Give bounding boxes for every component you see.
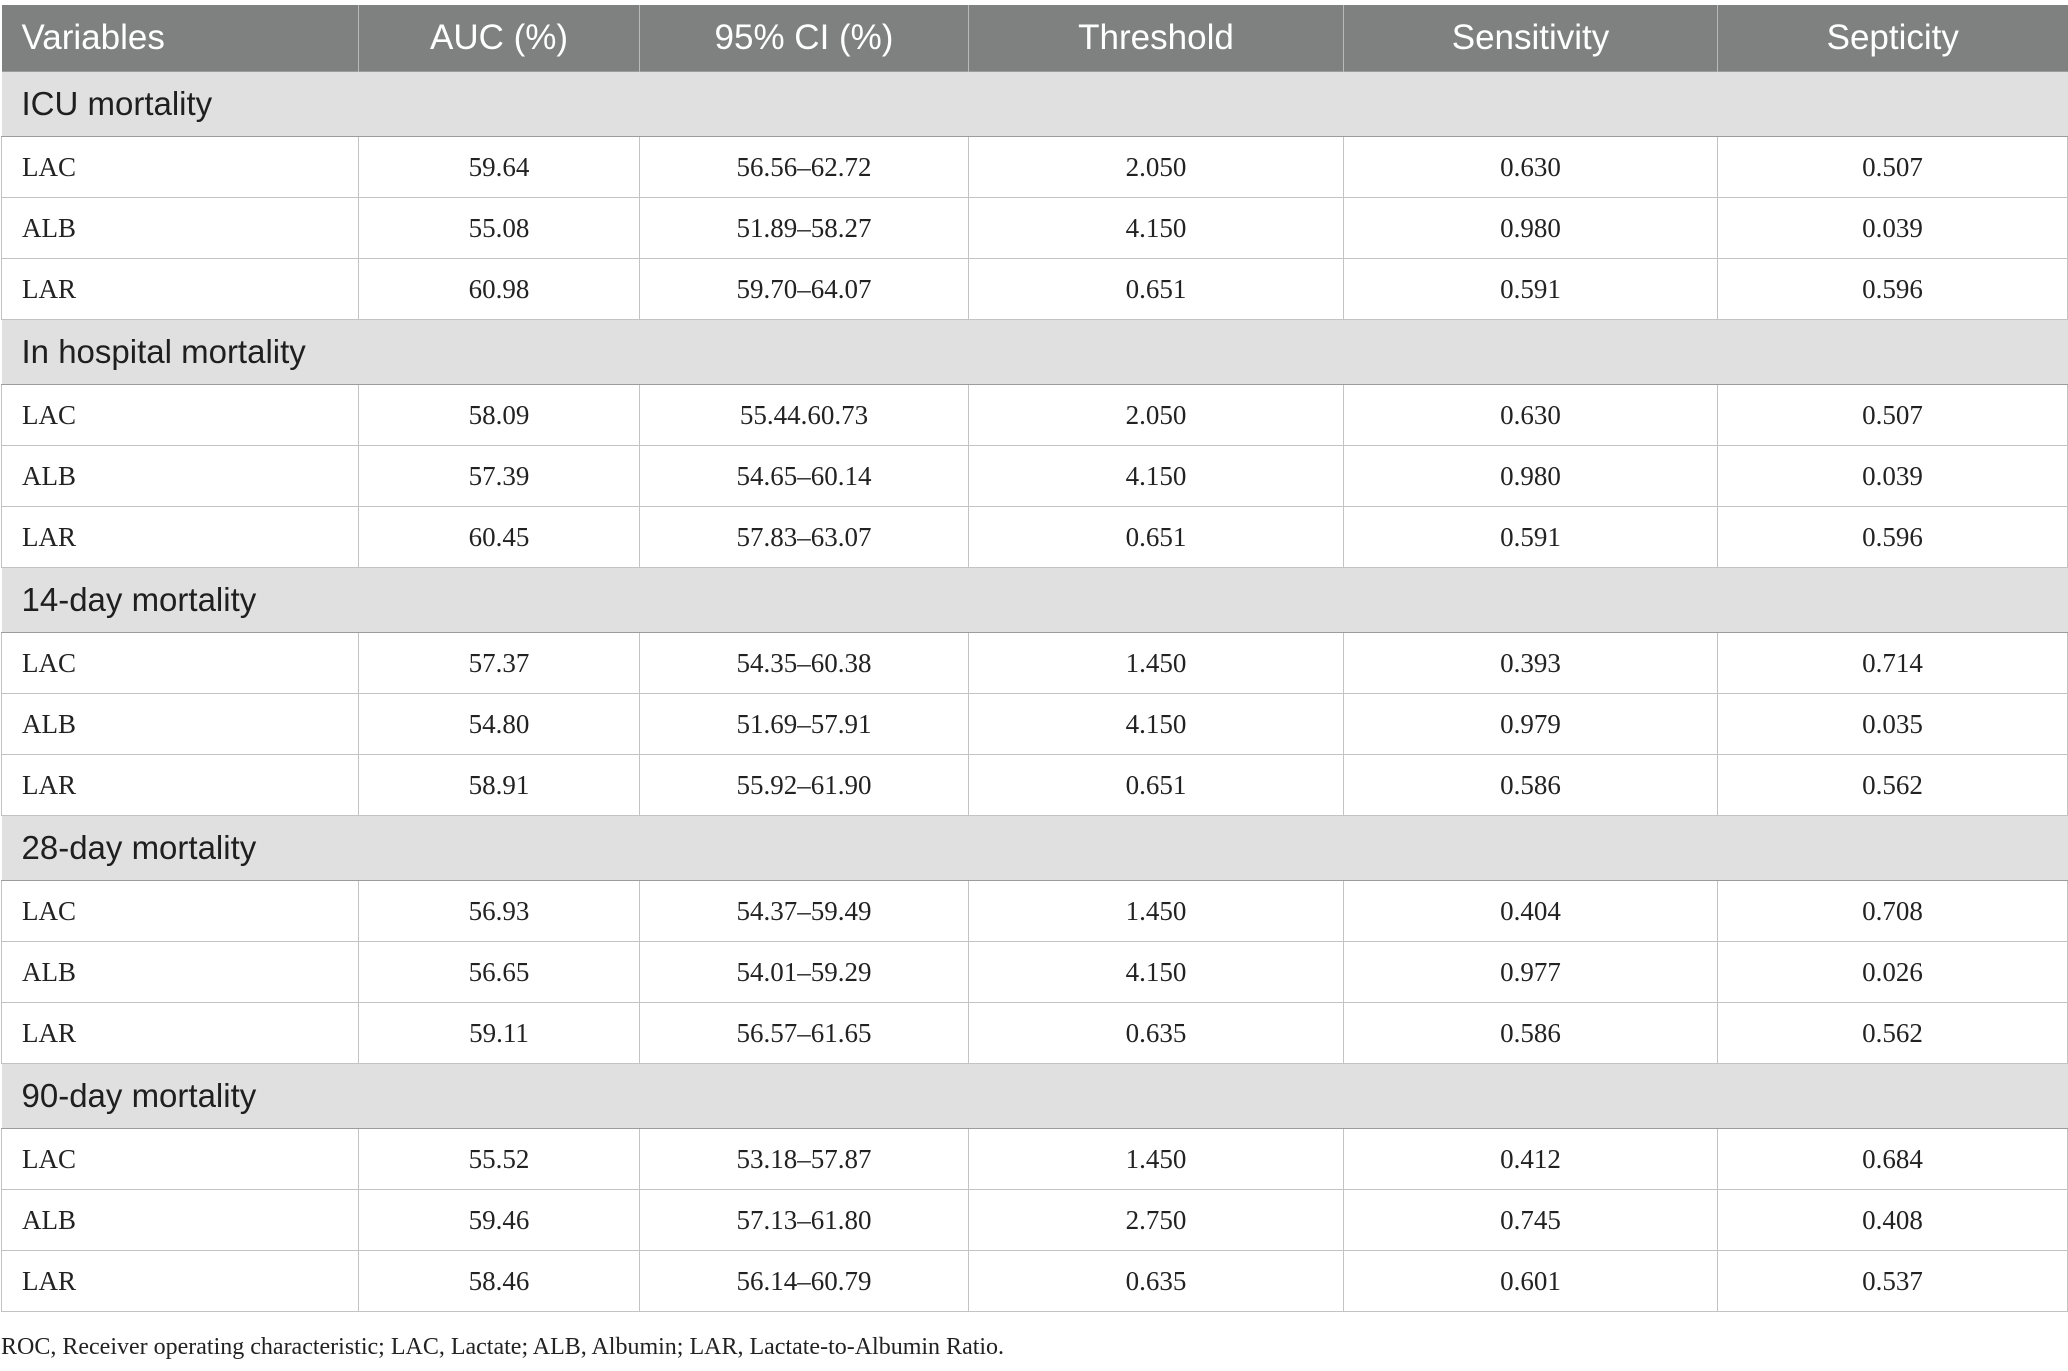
ci-cell: 55.92–61.90: [640, 755, 969, 816]
sensitivity-cell: 0.745: [1344, 1190, 1718, 1251]
threshold-cell: 0.651: [969, 755, 1344, 816]
roc-results-table: [1, 5, 2068, 1312]
variable-cell: LAC: [2, 1129, 359, 1190]
sensitivity-cell: 0.980: [1344, 446, 1718, 507]
group-title: In hospital mortality: [2, 320, 2068, 385]
variable-cell: LAC: [2, 881, 359, 942]
auc-cell: 59.64: [359, 137, 640, 198]
threshold-cell: 4.150: [969, 694, 1344, 755]
variable-cell: LAR: [2, 755, 359, 816]
threshold-cell: 2.050: [969, 385, 1344, 446]
ci-cell: 53.18–57.87: [640, 1129, 969, 1190]
sensitivity-cell: 0.412: [1344, 1129, 1718, 1190]
sensitivity-cell: 0.601: [1344, 1251, 1718, 1312]
sensitivity-cell: 0.586: [1344, 755, 1718, 816]
auc-cell: 60.45: [359, 507, 640, 568]
auc-cell: 57.39: [359, 446, 640, 507]
variable-cell: ALB: [2, 1190, 359, 1251]
auc-cell: 57.37: [359, 633, 640, 694]
septicity-cell: 0.039: [1718, 198, 2068, 259]
group-header-row: [2, 72, 2068, 137]
table-row: [2, 446, 2068, 507]
table-body: [2, 72, 2068, 1312]
septicity-cell: 0.039: [1718, 446, 2068, 507]
auc-cell: 58.46: [359, 1251, 640, 1312]
auc-cell: 60.98: [359, 259, 640, 320]
threshold-cell: 2.750: [969, 1190, 1344, 1251]
table-row: [2, 1129, 2068, 1190]
group-title: 90-day mortality: [2, 1064, 2068, 1129]
ci-cell: 56.56–62.72: [640, 137, 969, 198]
threshold-cell: 2.050: [969, 137, 1344, 198]
sensitivity-cell: 0.979: [1344, 694, 1718, 755]
threshold-cell: 0.651: [969, 507, 1344, 568]
group-header-row: [2, 320, 2068, 385]
ci-cell: 51.69–57.91: [640, 694, 969, 755]
variable-cell: LAR: [2, 1251, 359, 1312]
sensitivity-cell: 0.393: [1344, 633, 1718, 694]
threshold-cell: 1.450: [969, 633, 1344, 694]
variable-cell: LAC: [2, 385, 359, 446]
variable-cell: ALB: [2, 942, 359, 1003]
sensitivity-cell: 0.630: [1344, 385, 1718, 446]
sensitivity-cell: 0.591: [1344, 259, 1718, 320]
table-footnote: ROC, Receiver operating characteristic; LAC, Lactate; ALB, Albumin; LAR, Lactate-to-Albumin Ratio.: [1, 1334, 1005, 1360]
group-header-row: [2, 1064, 2068, 1129]
variable-cell: ALB: [2, 446, 359, 507]
ci-cell: 54.65–60.14: [640, 446, 969, 507]
auc-cell: 56.65: [359, 942, 640, 1003]
sensitivity-cell: 0.980: [1344, 198, 1718, 259]
septicity-cell: 0.026: [1718, 942, 2068, 1003]
auc-cell: 55.08: [359, 198, 640, 259]
auc-cell: 55.52: [359, 1129, 640, 1190]
variable-cell: LAC: [2, 633, 359, 694]
group-title: 28-day mortality: [2, 816, 2068, 881]
threshold-cell: 4.150: [969, 446, 1344, 507]
ci-cell: 54.35–60.38: [640, 633, 969, 694]
variable-cell: LAR: [2, 507, 359, 568]
sensitivity-cell: 0.591: [1344, 507, 1718, 568]
table-row: [2, 694, 2068, 755]
column-header-auc: AUC (%): [359, 5, 640, 72]
ci-cell: 57.13–61.80: [640, 1190, 969, 1251]
group-header-row: [2, 816, 2068, 881]
table-row: [2, 1190, 2068, 1251]
sensitivity-cell: 0.404: [1344, 881, 1718, 942]
ci-cell: 54.01–59.29: [640, 942, 969, 1003]
table-row: [2, 137, 2068, 198]
ci-cell: 51.89–58.27: [640, 198, 969, 259]
variable-cell: LAR: [2, 1003, 359, 1064]
group-header-row: [2, 568, 2068, 633]
table-row: [2, 942, 2068, 1003]
auc-cell: 59.46: [359, 1190, 640, 1251]
ci-cell: 57.83–63.07: [640, 507, 969, 568]
septicity-cell: 0.507: [1718, 137, 2068, 198]
threshold-cell: 4.150: [969, 198, 1344, 259]
column-header-septicity: Septicity: [1718, 5, 2068, 72]
septicity-cell: 0.507: [1718, 385, 2068, 446]
septicity-cell: 0.708: [1718, 881, 2068, 942]
table-row: [2, 881, 2068, 942]
threshold-cell: 0.651: [969, 259, 1344, 320]
table-row: [2, 259, 2068, 320]
septicity-cell: 0.408: [1718, 1190, 2068, 1251]
column-header-ci: 95% CI (%): [640, 5, 969, 72]
header-row: [2, 5, 2068, 72]
septicity-cell: 0.714: [1718, 633, 2068, 694]
group-title: ICU mortality: [2, 72, 2068, 137]
table-row: [2, 1251, 2068, 1312]
variable-cell: LAC: [2, 137, 359, 198]
ci-cell: 59.70–64.07: [640, 259, 969, 320]
ci-cell: 56.57–61.65: [640, 1003, 969, 1064]
ci-cell: 54.37–59.49: [640, 881, 969, 942]
threshold-cell: 4.150: [969, 942, 1344, 1003]
threshold-cell: 1.450: [969, 1129, 1344, 1190]
variable-cell: ALB: [2, 198, 359, 259]
group-title: 14-day mortality: [2, 568, 2068, 633]
column-header-sensitivity: Sensitivity: [1344, 5, 1718, 72]
table-row: [2, 385, 2068, 446]
auc-cell: 54.80: [359, 694, 640, 755]
septicity-cell: 0.035: [1718, 694, 2068, 755]
threshold-cell: 0.635: [969, 1003, 1344, 1064]
table-row: [2, 198, 2068, 259]
variable-cell: LAR: [2, 259, 359, 320]
auc-cell: 58.91: [359, 755, 640, 816]
table-row: [2, 633, 2068, 694]
septicity-cell: 0.562: [1718, 755, 2068, 816]
septicity-cell: 0.596: [1718, 259, 2068, 320]
auc-cell: 58.09: [359, 385, 640, 446]
table-header: [2, 5, 2068, 72]
sensitivity-cell: 0.586: [1344, 1003, 1718, 1064]
septicity-cell: 0.537: [1718, 1251, 2068, 1312]
column-header-threshold: Threshold: [969, 5, 1344, 72]
septicity-cell: 0.562: [1718, 1003, 2068, 1064]
variable-cell: ALB: [2, 694, 359, 755]
table-row: [2, 755, 2068, 816]
column-header-variables: Variables: [2, 5, 359, 72]
septicity-cell: 0.596: [1718, 507, 2068, 568]
septicity-cell: 0.684: [1718, 1129, 2068, 1190]
threshold-cell: 0.635: [969, 1251, 1344, 1312]
sensitivity-cell: 0.630: [1344, 137, 1718, 198]
ci-cell: 55.44.60.73: [640, 385, 969, 446]
auc-cell: 56.93: [359, 881, 640, 942]
sensitivity-cell: 0.977: [1344, 942, 1718, 1003]
table-row: [2, 1003, 2068, 1064]
auc-cell: 59.11: [359, 1003, 640, 1064]
threshold-cell: 1.450: [969, 881, 1344, 942]
table-row: [2, 507, 2068, 568]
ci-cell: 56.14–60.79: [640, 1251, 969, 1312]
